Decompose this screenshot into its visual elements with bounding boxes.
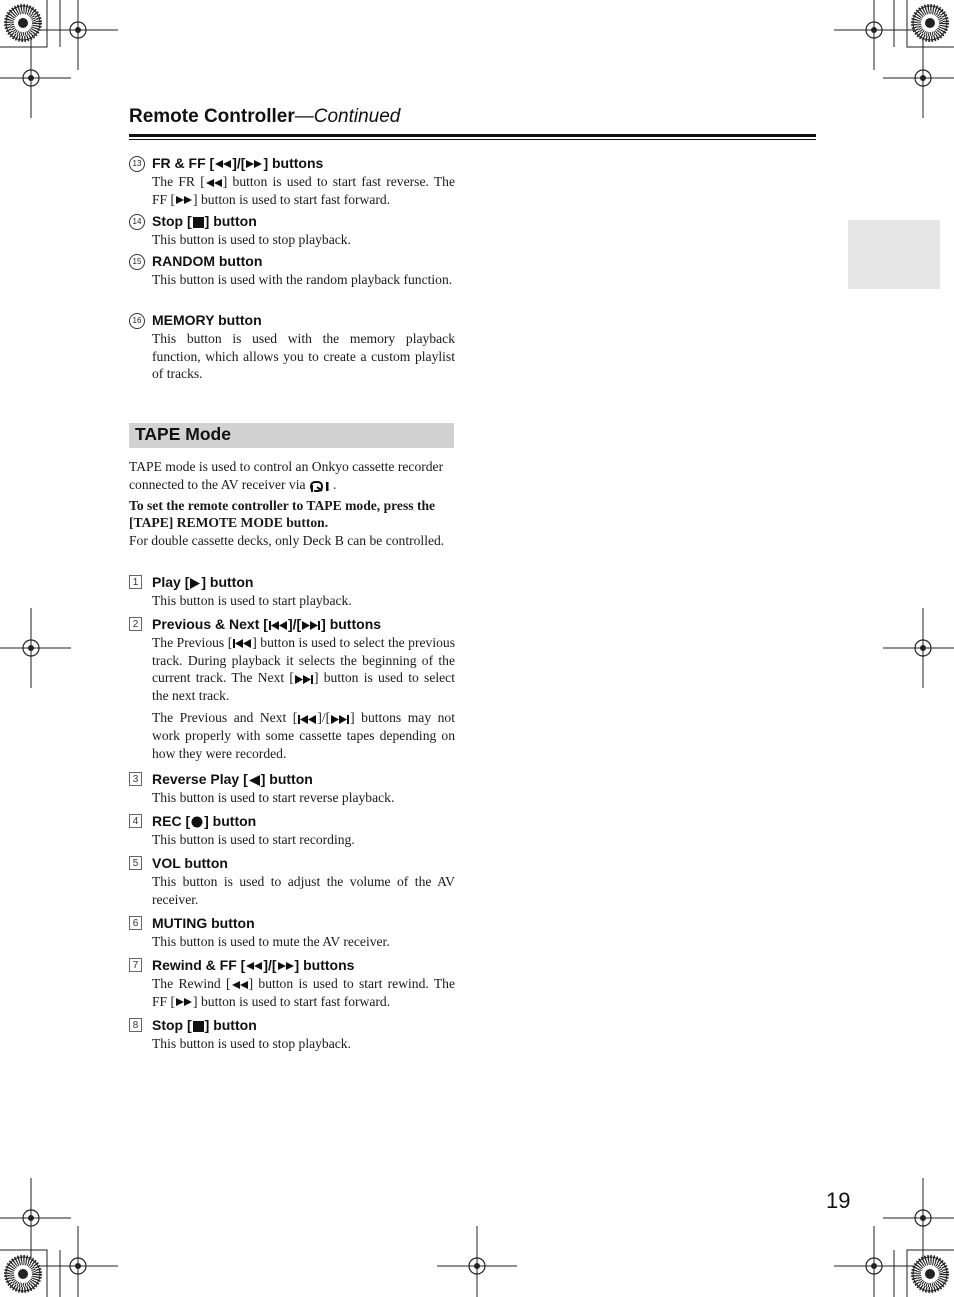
header-rule-thick <box>129 134 816 137</box>
item-title: FR & FF [ ]/[ ] buttons <box>152 155 324 171</box>
item-number: 8 <box>129 1018 142 1032</box>
section-title: TAPE Mode <box>135 424 231 444</box>
list-item <box>129 914 455 956</box>
next-icon <box>331 715 349 724</box>
play-icon <box>190 578 200 589</box>
item-body: This button is used to start reverse playback. <box>152 790 395 805</box>
item-body: This button is used to start playback. <box>152 593 352 608</box>
item-body: The Previous [ ] button is used to select the previous track. During playback it selects the beginning of the current track. The Next [ ] button is used to select the next track. <box>152 635 456 703</box>
header-rule-thin <box>129 139 816 140</box>
rewind-icon <box>215 160 231 168</box>
section-heading-bar <box>129 423 454 448</box>
item-body: This button is used to adjust the volume of the AV receiver. <box>152 874 455 907</box>
item-body: This button is used with the memory playback function, which allows you to create a custom playlist of tracks. <box>152 331 455 382</box>
rewind-icon <box>206 179 222 187</box>
side-tab <box>848 220 940 289</box>
item-number: 14 <box>129 214 145 230</box>
fast-forward-icon <box>246 160 262 168</box>
intro-paragraph: TAPE mode is used to control an Onkyo cassette recorder connected to the AV receiver via . <box>129 459 444 492</box>
rewind-icon <box>246 962 262 970</box>
item-number: 6 <box>129 916 142 930</box>
page-number: 19 <box>826 1188 851 1213</box>
items-top-list <box>129 154 455 383</box>
item-note: The Previous and Next [ ]/[ ] buttons may not work properly with some cassette tapes depending on how they were recorded. <box>152 710 455 761</box>
item-number: 4 <box>129 814 142 828</box>
list-item <box>129 615 455 770</box>
item-number: 5 <box>129 856 142 870</box>
item-body: This button is used to start recording. <box>152 832 355 847</box>
item-number: 15 <box>129 254 145 270</box>
item-body: The FR [ ] button is used to start fast reverse. The FF [ ] button is used to start fast forward. <box>152 174 456 207</box>
item-title: Rewind & FF [ ]/[ ] buttons <box>152 957 355 973</box>
item-title: Previous & Next [ ]/[ ] buttons <box>152 616 382 632</box>
item-body: This button is used to stop playback. <box>152 1036 351 1051</box>
list-item <box>129 770 455 812</box>
list-item <box>129 812 455 854</box>
section-intro <box>129 458 455 550</box>
list-item <box>129 212 455 252</box>
reverse-play-icon <box>249 775 260 786</box>
next-icon <box>302 621 320 630</box>
item-number: 7 <box>129 958 142 972</box>
next-icon <box>295 675 313 684</box>
item-title: Stop [ ] button <box>152 1017 257 1033</box>
list-item <box>129 956 455 1016</box>
fast-forward-icon <box>176 196 192 204</box>
item-title: RANDOM button <box>152 253 263 269</box>
item-body: This button is used with the random playback function. <box>152 272 453 287</box>
items-tape-list <box>129 573 455 1053</box>
note-paragraph: For double cassette decks, only Deck B can be controlled. <box>129 533 445 549</box>
item-number: 2 <box>129 617 142 631</box>
list-item <box>129 573 455 615</box>
item-number: 16 <box>129 313 145 329</box>
previous-icon <box>298 715 316 724</box>
fast-forward-icon <box>176 998 192 1006</box>
item-title: Play [ ] button <box>152 574 254 590</box>
item-number: 13 <box>129 156 145 172</box>
stop-icon <box>193 217 204 228</box>
item-title: Reverse Play [ ] button <box>152 771 313 787</box>
previous-icon <box>233 639 251 648</box>
ri-logo-icon <box>310 480 332 492</box>
record-icon <box>191 816 203 828</box>
stop-icon <box>193 1021 204 1032</box>
instruction-paragraph: To set the remote controller to TAPE mode, press the [TAPE] REMOTE MODE button. <box>129 497 436 531</box>
page-header <box>129 106 816 128</box>
item-title: REC [ ] button <box>152 813 257 829</box>
item-body: This button is used to mute the AV receiver. <box>152 934 390 949</box>
header-title: Remote Controller <box>129 106 295 127</box>
list-item <box>129 252 455 311</box>
item-title: VOL button <box>152 855 228 871</box>
previous-icon <box>269 621 287 630</box>
item-body: This button is used to stop playback. <box>152 232 351 247</box>
item-number: 3 <box>129 772 142 786</box>
header-continued: —Continued <box>294 106 401 127</box>
item-body: The Rewind [ ] button is used to start rewind. The FF [ ] button is used to start fast forward. <box>152 976 455 1009</box>
item-number: 1 <box>129 575 142 589</box>
rewind-icon <box>232 981 248 989</box>
item-title: MEMORY button <box>152 312 262 328</box>
item-title: MUTING button <box>152 915 255 931</box>
list-item <box>129 154 455 212</box>
list-item <box>129 854 455 914</box>
list-item <box>129 311 455 383</box>
list-item <box>129 1016 455 1053</box>
fast-forward-icon <box>278 962 294 970</box>
item-title: Stop [ ] button <box>152 213 257 229</box>
